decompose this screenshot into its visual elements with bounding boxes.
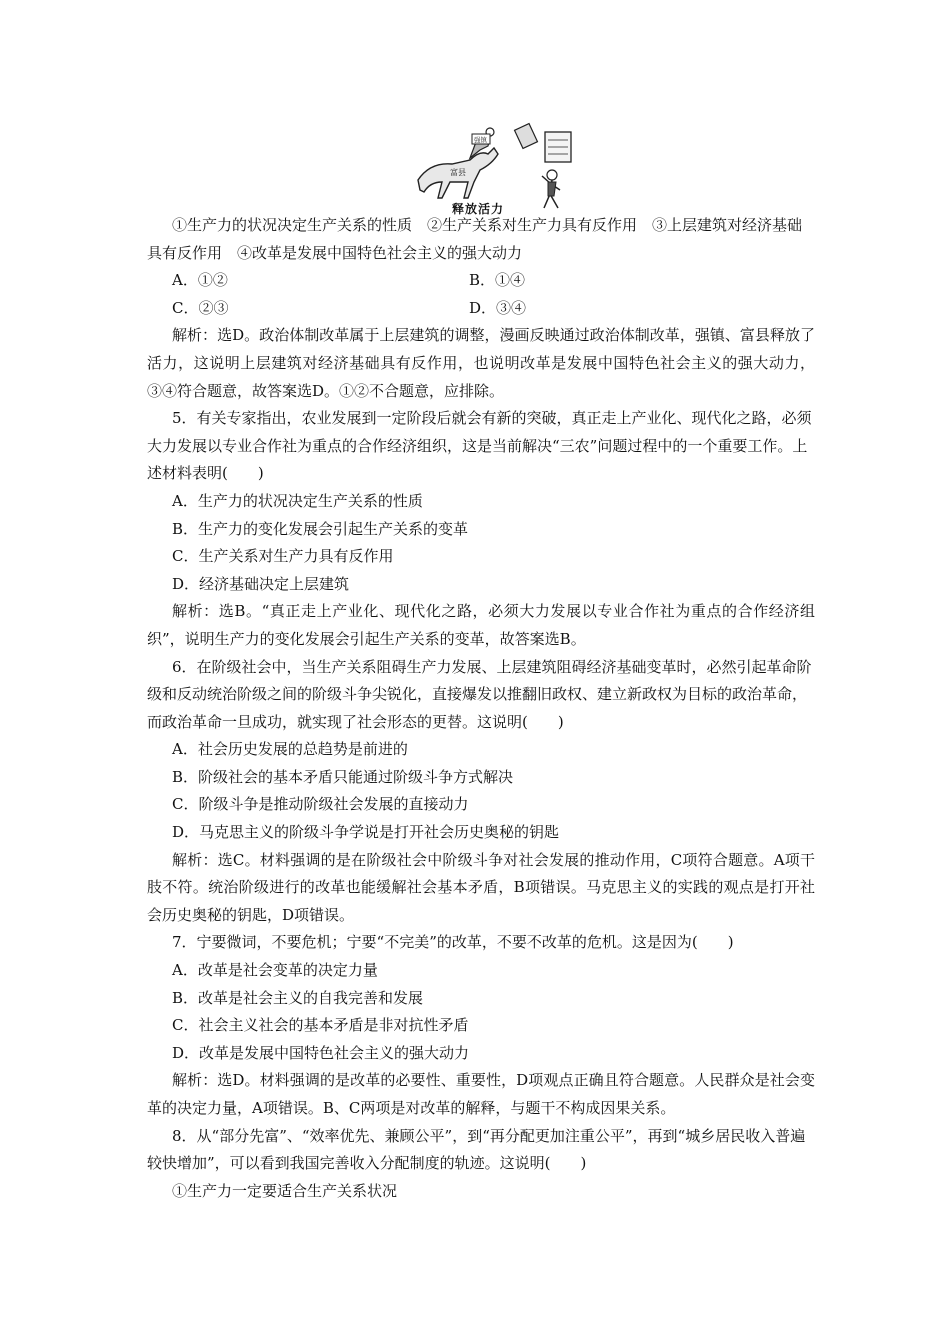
q6-option-a: A．社会历史发展的总趋势是前进的 <box>172 740 408 759</box>
svg-text:富县: 富县 <box>450 168 466 177</box>
q7-option-b: B．改革是社会主义的自我完善和发展 <box>172 988 424 1007</box>
man-icon <box>547 170 557 180</box>
svg-text:强镇: 强镇 <box>474 136 487 144</box>
q6-option-b: B．阶级社会的基本矛盾只能通过阶级斗争方式解决 <box>172 767 514 786</box>
q8-stem: 8．从“部分先富”、“效率优先、兼顾公平”，到“再分配更加注重公平”，再到“城乡居民收入普遍较快增加”，可以看到我国完善收入分配制度的轨迹。这说明( ) <box>147 1126 806 1173</box>
cartoon-illustration <box>410 120 580 212</box>
cartoon-caption: 释放活力 <box>452 202 505 216</box>
q7-analysis: 解析：选D。材料强调的是改革的必要性、重要性，D项观点正确且符合题意。人民群众是社会变革的决定力量，A项错误。B、C两项是对改革的解释，与题干不构成因果关系。 <box>147 1071 815 1117</box>
q5-option-b: B．生产力的变化发展会引起生产关系的变革 <box>172 519 469 538</box>
q4-option-a: A．①② <box>172 271 228 290</box>
q7-stem: 7．宁要微词，不要危机；宁要“不完美”的改革，不要不改革的危机。这是因为( ) <box>172 933 734 952</box>
q4-option-d: D．③④ <box>469 298 527 317</box>
q5-option-c: C．生产关系对生产力具有反作用 <box>172 547 394 566</box>
q4-statements: ①生产力的状况决定生产关系的性质 ②生产关系对生产力具有反作用 ③上层建筑对经济基础具有反作用 ④改革是发展中国特色社会主义的强大动力 <box>147 216 803 262</box>
q5-option-a: A．生产力的状况决定生产关系的性质 <box>172 491 423 510</box>
q7-option-c: C．社会主义社会的基本矛盾是非对抗性矛盾 <box>172 1016 469 1035</box>
q6-option-d: D．马克思主义的阶级斗争学说是打开社会历史奥秘的钥匙 <box>172 823 560 842</box>
q4-analysis: 解析：选D。政治体制改革属于上层建筑的调整，漫画反映通过政治体制改革，强镇、富县释放了活力，这说明上层建筑对经济基础具有反作用，也说明改革是发展中国特色社会主义的强大动力，③④符合题意，故答案选D。①②不合题意，应排除。 <box>147 326 815 400</box>
q5-option-d: D．经济基础决定上层建筑 <box>172 574 350 593</box>
q4-options-row-2 <box>147 295 815 323</box>
q7-option-a: A．改革是社会变革的决定力量 <box>172 961 378 980</box>
q4-option-b: B．①④ <box>469 271 526 290</box>
q8-statement-1: ①生产力一定要适合生产关系状况 <box>172 1181 398 1200</box>
q4-option-c: C．②③ <box>172 298 229 317</box>
q6-option-c: C．阶级斗争是推动阶级社会发展的直接动力 <box>172 795 469 814</box>
q5-stem: 5．有关专家指出，农业发展到一定阶段后就会有新的突破，真正走上产业化、现代化之路，必须大力发展以专业合作社为重点的合作经济组织，这是当前解决“三农”问题过程中的一个重要工作。上述材料表明( ) <box>147 409 812 483</box>
question-body <box>147 212 815 1205</box>
q6-analysis: 解析：选C。材料强调的是在阶级社会中阶级斗争对社会发展的推动作用，C项符合题意。A项干肢不符。统治阶级进行的改革也能缓解社会基本矛盾，B项错误。马克思主义的实践的观点是打开社会历史奥秘的钥匙，D项错误。 <box>147 850 815 924</box>
q4-options-row-1 <box>147 267 815 295</box>
q7-option-d: D．改革是发展中国特色社会主义的强大动力 <box>172 1043 470 1062</box>
q5-analysis: 解析：选B。“真正走上产业化、现代化之路，必须大力发展以专业合作社为重点的合作经济组织”，说明生产力的变化发展会引起生产关系的变革，故答案选B。 <box>147 602 815 648</box>
q6-stem: 6．在阶级社会中，当生产关系阻碍生产力发展、上层建筑阻碍经济基础变革时，必然引起革命阶级和反动统治阶级之间的阶级斗争尖锐化，直接爆发以推翻旧政权、建立新政权为目标的政治革命，而政治革命一旦成功，就实现了社会形态的更替。这说明( ) <box>147 657 812 731</box>
